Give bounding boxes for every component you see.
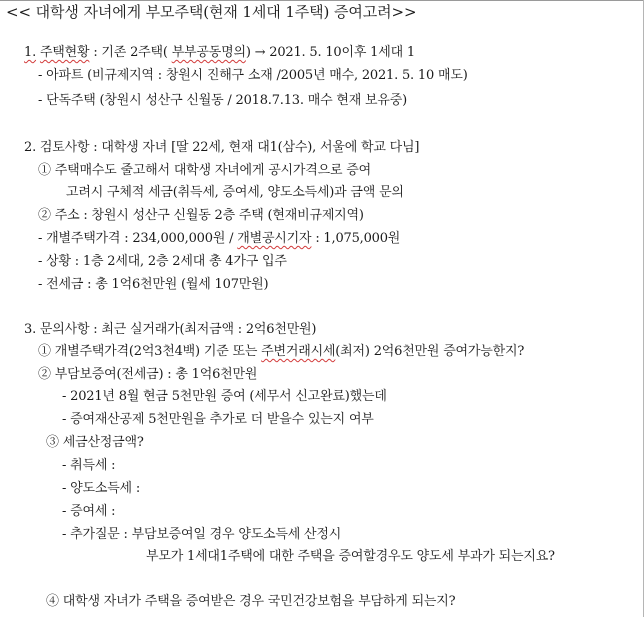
section3-acquisition-tax: - 취득세 : [62, 458, 116, 473]
section3-gift-tax: - 증여세 : [62, 504, 116, 519]
top-border [0, 0, 644, 1]
section2-item1-line1: ① 주택매수도 줄고해서 대학생 자녀에게 공시가격으로 증여 [38, 163, 371, 178]
section1-apartment: - 아파트 (비규제지역 : 창원시 진해구 소재 /2005년 매수, 2021. 5. 10 매도) [38, 68, 468, 83]
section2-item1-line2: 고려시 구체적 세금(취득세, 증여세, 양도소득세)과 금액 문의 [66, 185, 404, 200]
section1-number: 1. [24, 45, 37, 60]
section3-heading: 3. 문의사항 : 최근 실거래가(최저금액 : 2억6천만원) [24, 322, 317, 337]
section3-question1 [38, 343, 524, 361]
price-prefix: - 개별주택가격 : 234,000,000원 / [38, 231, 238, 246]
section2-deposit: - 전세금 : 총 1억6천만원 (월세 107만원) [38, 277, 269, 292]
section2-address: ② 주소 : 창원시 성산구 신월동 2층 주택 (현재비규제지역) [38, 208, 364, 223]
price-notice-label: 개별공시기자 [237, 231, 312, 246]
section3-question2-a: - 2021년 8월 현금 5천만원 증여 (세무서 신고완료)했는데 [62, 389, 387, 404]
q1-suffix: (최저) 2억6천만원 증여가능한지? [335, 344, 525, 359]
price-suffix: : 1,075,000원 [311, 231, 401, 246]
section1-house: - 단독주택 (창원시 성산구 신월동 / 2018.7.13. 매수 현재 보유중) [38, 93, 407, 108]
section1-owner: 부부공동명의 [171, 45, 246, 60]
q1-market-price: 주변거래시세 [261, 344, 336, 359]
section1-heading-rest: ) → 2021. 5. 10이후 1세대 1 [245, 45, 415, 60]
section2-heading: 2. 검토사항 : 대학생 자녀 [딸 22세, 현재 대1(삼수), 서울에 학교 다님] [24, 140, 420, 155]
section3-extra-question-detail: 부모가 1세대1주택에 대한 주택을 증여할경우도 양도세 부과가 되는지요? [146, 549, 555, 564]
section3-question3: ③ 세금산정금액? [46, 435, 144, 450]
section1-keyword: 주택현황 [39, 45, 90, 60]
section1-heading [24, 44, 415, 62]
section3-question2: ② 부담보증여(전세금) : 총 1억6천만원 [38, 367, 258, 382]
section2-price [38, 230, 400, 248]
section3-extra-question: - 추가질문 : 부담보증여일 경우 양도소득세 산정시 [62, 527, 342, 542]
q1-prefix: ① 개별주택가격(2억3천4백) 기준 또는 [38, 344, 262, 359]
document-title: << 대학생 자녀에게 부모주택(현재 1세대 1주택) 증여고려>> [6, 3, 417, 21]
section3-question4: ④ 대학생 자녀가 주택을 증여받은 경우 국민건강보험을 부담하게 되는지? [46, 594, 456, 609]
section2-status: - 상황 : 1층 2세대, 2층 2세대 총 4가구 입주 [38, 254, 287, 269]
section3-capital-gains-tax: - 양도소득세 : [62, 481, 141, 496]
section1-heading-mid: : 기존 2주택( [89, 45, 172, 60]
section3-question2-b: - 증여재산공제 5천만원을 추가로 더 받을수 있는지 여부 [62, 412, 374, 427]
